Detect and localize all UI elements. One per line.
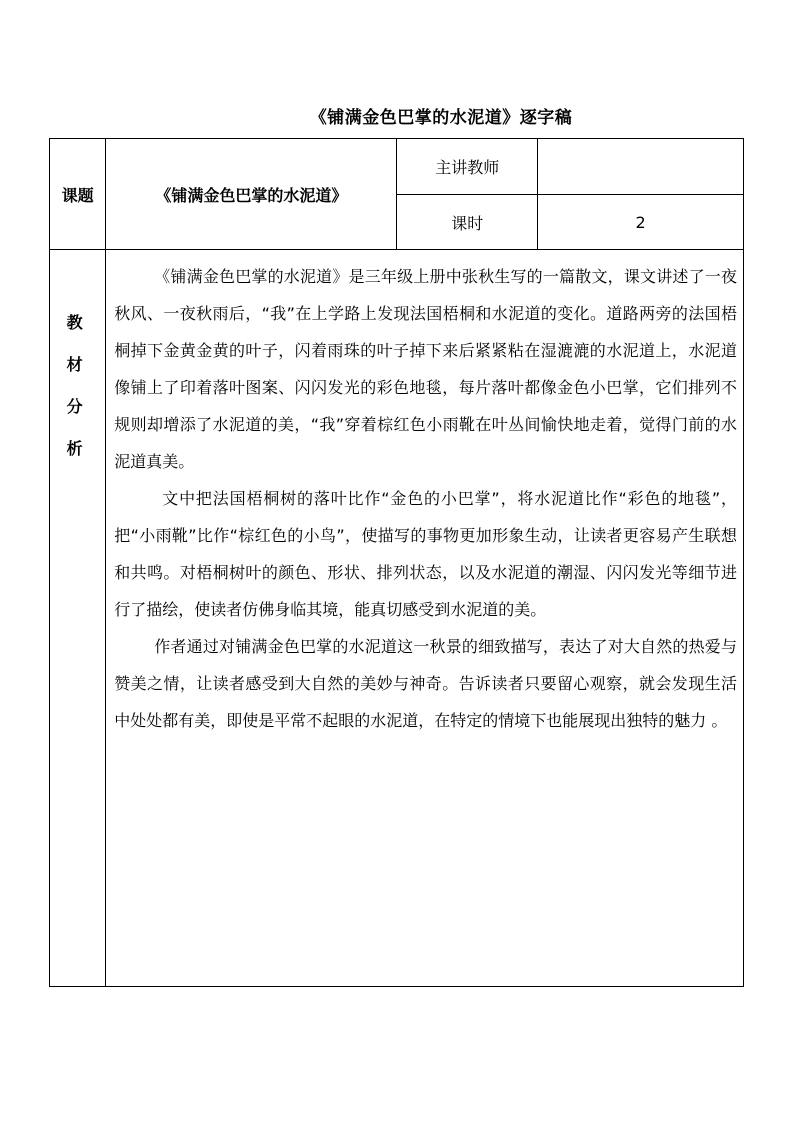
teacher-value-cell — [538, 139, 744, 195]
period-value-cell — [538, 195, 744, 250]
teacher-label: 主讲教师 — [435, 158, 500, 177]
analysis-body-cell — [106, 250, 744, 987]
period-label: 课时 — [451, 213, 484, 233]
analysis-paragraph: 文中把法国梧桐树的落叶比作“金色的小巴掌”，将水泥道比作“彩色的地毯”，把“小雨靴”比作“棕红色的小鸟”，使描写的事物更加形象生动，让读者更容易产生联想和共鸣。对梧桐树叶的颜色、形状、排列状态，以及水泥道的潮湿、闪闪发光等细节进行了描绘，使读者仿佛身临其境，能真切感受到水泥道的美。 — [114, 489, 737, 619]
period-label-cell — [397, 195, 538, 250]
topic-value-cell — [106, 139, 397, 250]
topic-label-cell — [50, 139, 106, 250]
topic-label: 课题 — [61, 185, 94, 205]
analysis-paragraph: 《铺满金色巴掌的水泥道》是三年级上册中张秋生写的一篇散文，课文讲述了一夜秋风、一夜秋雨后，“我”在上学路上发现法国梧桐和水泥道的变化。道路两旁的法国梧桐掉下金黄金黄的叶子，闪着雨珠的叶子掉下来后紧紧粘在湿漉漉的水泥道上，水泥道像铺上了印着落叶图案、闪闪发光的彩色地毯，每片落叶都像金色小巴掌，它们排列不规则却增添了水泥道的美，“我”穿着棕红色小雨靴在叶丛间愉快地走着，觉得门前的水泥道真美。 — [114, 267, 737, 471]
lesson-plan-table — [49, 138, 744, 987]
topic-value: 《铺满金色巴掌的水泥道》 — [155, 185, 348, 205]
analysis-label-line2: 分 析 — [66, 397, 89, 458]
analysis-label-line1: 教 材 — [66, 313, 89, 374]
analysis-label-cell — [50, 250, 106, 987]
document-title: 《铺满金色巴掌的水泥道》逐字稿 — [309, 108, 573, 128]
analysis-paragraph: 作者通过对铺满金色巴掌的水泥道这一秋景的细致描写，表达了对大自然的热爱与赞美之情，让读者感受到大自然的美妙与神奇。告诉读者只要留心观察，就会发现生活中处处都有美，即使是平常不起眼的水泥道，在特定的情境下也能展现出独特的魅力 。 — [114, 637, 737, 730]
period-value: 2 — [635, 212, 646, 232]
teacher-label-cell — [397, 139, 538, 195]
